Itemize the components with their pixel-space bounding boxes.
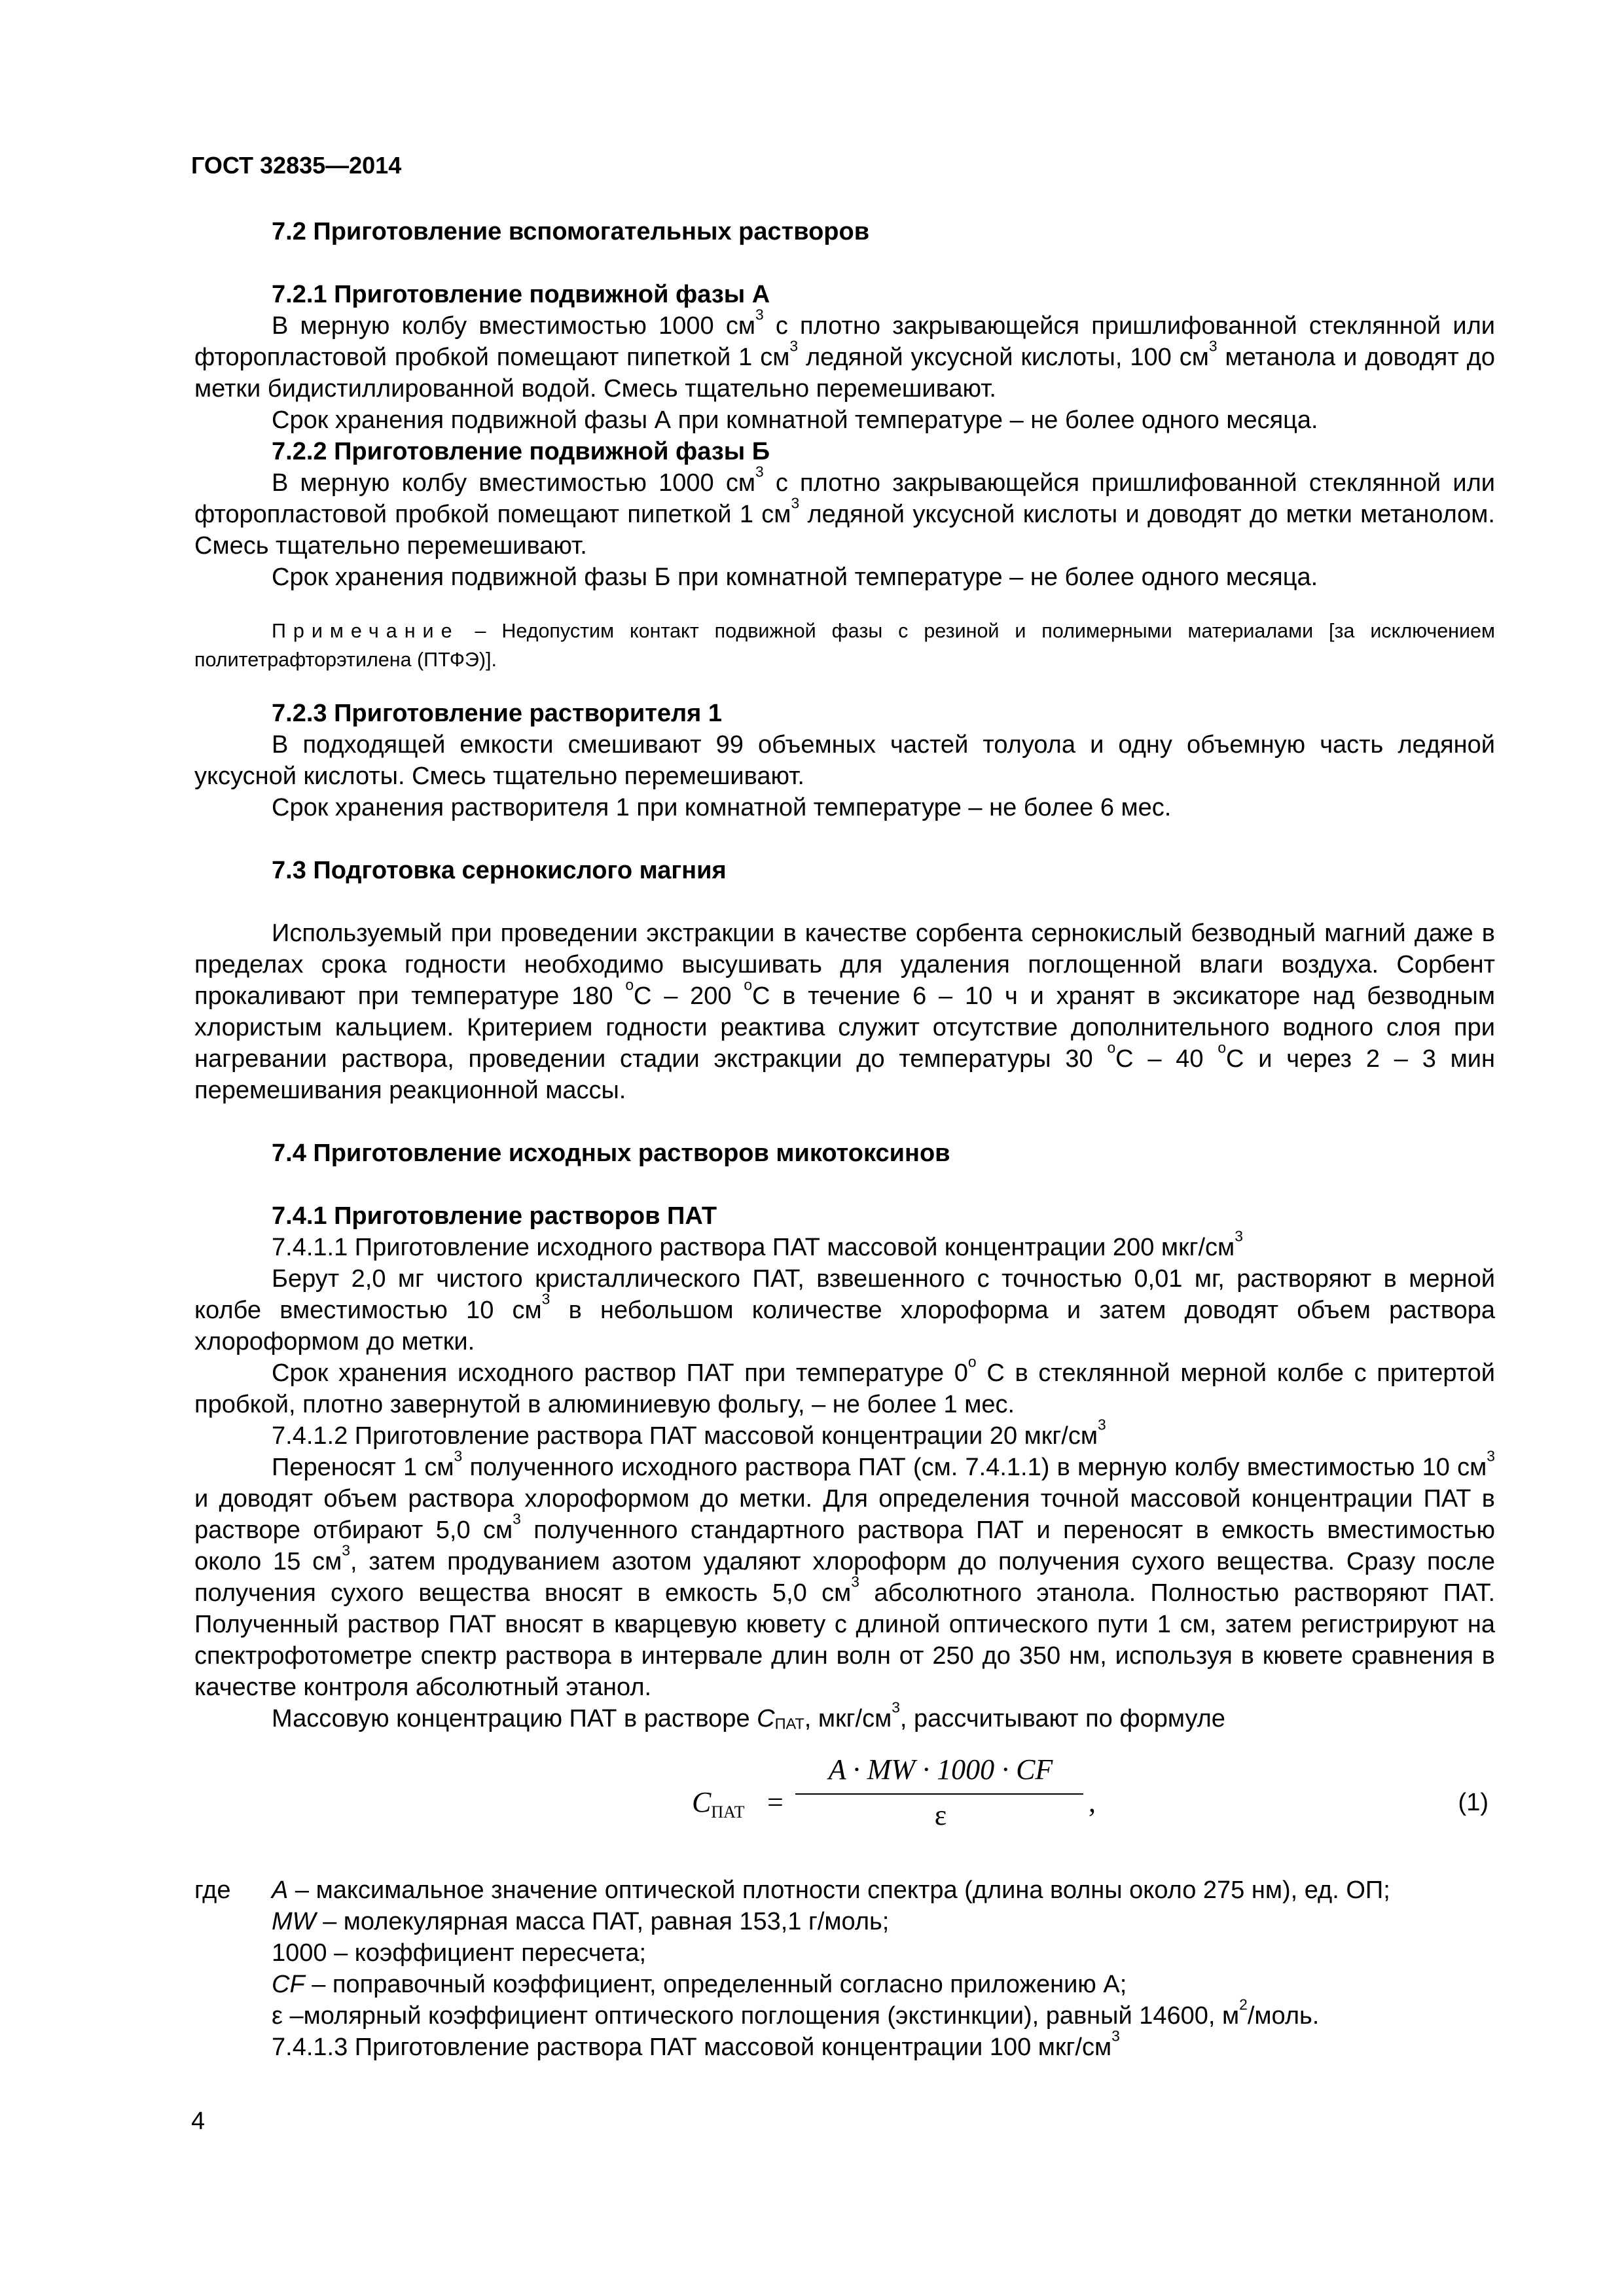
- section-7-4-1-1-title: 7.4.1.1 Приготовление исходного раствора ПАТ массовой концентрации 200 мкг/$см^3$: [272, 1227, 1243, 1261]
- note-text: – Недопустим контакт подвижной фазы с резиной и полимерными материалами [за исключением политетрафторэтилена (ПТФЭ)].: [194, 620, 1495, 671]
- section-7-2-2-paragraph-1: В мерную колбу вместимостью 1000 $см^3$ с плотно закрывающейся пришлифованной стеклянной или фторопластовой пробкой помещают пипеткой 1 $см^3$ ледяной уксусной кислоты и доводят до метки метанолом. Смесь тщательно перемешивают.: [194, 463, 1495, 560]
- section-7-2-3-paragraph-2: Срок хранения растворителя 1 при комнатной температуре – не более 6 мес.: [272, 794, 1172, 821]
- formula-number: (1): [1458, 1789, 1489, 1816]
- formula-lhs: $C_{ПАТ}$: [692, 1786, 745, 1822]
- section-7-2-3-title: 7.2.3 Приготовление растворителя 1: [272, 700, 722, 727]
- section-7-4-1-1-paragraph-2: Срок хранения исходного раствор ПАТ при температуре $0^о$ С в стеклянной мерной колбе с притертой пробкой, плотно завернутой в алюминиевую фольгу, – не более 1 мес.: [194, 1353, 1495, 1418]
- section-7-4-1-2-title: 7.4.1.2 Приготовление раствора ПАТ массовой концентрации 20 мкг/$см^3$: [272, 1416, 1106, 1450]
- section-7-2-title: 7.2 Приготовление вспомогательных растворов: [272, 218, 870, 245]
- where-item-1000: 1000 – коэффициент пересчета;: [272, 1939, 647, 1967]
- where-label: где: [194, 1876, 231, 1904]
- section-7-4-title: 7.4 Приготовление исходных растворов микотоксинов: [272, 1139, 950, 1167]
- document-header: ГОСТ 32835—2014: [191, 152, 402, 179]
- where-item-mw: MW – молекулярная масса ПАТ, равная 153,1 г/моль;: [272, 1908, 890, 1935]
- section-7-3-title: 7.3 Подготовка сернокислого магния: [272, 857, 727, 884]
- page-number: 4: [191, 2108, 206, 2135]
- formula-fraction-bar: [795, 1793, 1083, 1795]
- section-7-4-1-2-paragraph-2: Массовую концентрацию ПАТ в растворе $C_{ПАТ}$, мкг/$см^3$, рассчитывают по формуле: [272, 1698, 1225, 1732]
- note: [194, 617, 1495, 674]
- where-item-epsilon: ε –молярный коэффициент оптического поглощения (экстинкции), равный 14600, $м^2$/моль.: [272, 1996, 1320, 2030]
- section-7-4-1-3-title: 7.4.1.3 Приготовление раствора ПАТ массовой концентрации 100 мкг/$см^3$: [272, 2027, 1120, 2061]
- section-7-4-1-1-paragraph-1: Берут 2,0 мг чистого кристаллического ПАТ, взвешенного с точностью 0,01 мг, растворяют в мерной колбе вместимостью 10 $см^3$ в небольшом количестве хлороформа и затем доводят объем раствора хлороформом до метки.: [194, 1265, 1495, 1355]
- section-7-2-3-paragraph-1: В подходящей емкости смешивают 99 объемных частей толуола и одну объемную часть ледяной уксусной кислоты. Смесь тщательно перемешивают.: [194, 731, 1495, 790]
- section-7-2-2-title: 7.2.2 Приготовление подвижной фазы Б: [272, 438, 770, 465]
- where-item-a: A – максимальное значение оптической плотности спектра (длина волны около 275 нм), ед. ОП;: [272, 1876, 1390, 1904]
- section-7-4-1-2-paragraph-1: Переносят 1 $см^3$ полученного исходного раствора ПАТ (см. 7.4.1.1) в мерную колбу вместимостью 10 $см^3$ и доводят объем раствора хлороформом до метки. Для определения точной массовой концентрации ПАТ в растворе отбирают 5,0 $см^3$ полученного стандартного раствора ПАТ и переносят в емкость вместимостью около 15 $см^3$, затем продуванием азотом удаляют хлороформ до получения сухого вещества. Сразу после получения сухого вещества вносят в емкость 5,0 $см^3$ абсолютного этанола. Полностью растворяют ПАТ. Полученный раствор ПАТ вносят в кварцевую кювету с длиной оптического пути 1 см, затем регистрируют на спектрофотометре спектр раствора в интервале длин волн от 250 до 350 нм, используя в кювете сравнения в качестве контроля абсолютный этанол.: [194, 1447, 1496, 1701]
- formula-numerator: A · MW · 1000 · CF: [828, 1753, 1053, 1785]
- section-7-3-paragraph: Используемый при проведении экстракции в качестве сорбента сернокислый безводный магний даже в пределах срока годности необходимо высушивать для удаления поглощенной влаги воздуха. Сорбент прокаливают при температуре 180 $^о$С – 200 $^о$С в течение 6 – 10 ч и хранят в эксикаторе над безводным хлористым кальцием. Критерием годности реактива служит отсутствие дополнительного водного слоя при нагревании раствора, проведении стадии экстракции до температуры 30 $^о$С – 40 $^о$С и через 2 – 3 мин перемешивания реакционной массы.: [194, 920, 1495, 1104]
- formula-1: [194, 1754, 1495, 1859]
- where-item-cf: CF – поправочный коэффициент, определенный согласно приложению А;: [272, 1971, 1127, 1998]
- section-7-2-1-paragraph-1: В мерную колбу вместимостью 1000 $см^3$ с плотно закрывающейся пришлифованной стеклянной или фторопластовой пробкой помещают пипеткой 1 $см^3$ ледяной уксусной кислоты, 100 $см^3$ метанола и доводят до метки бидистиллированной водой. Смесь тщательно перемешивают.: [194, 306, 1495, 403]
- formula-comma: ,: [1089, 1786, 1096, 1818]
- section-7-4-1-title: 7.4.1 Приготовление растворов ПАТ: [272, 1202, 717, 1230]
- where-list: [194, 1874, 1495, 2032]
- note-label: Примечание: [272, 620, 460, 642]
- formula-denominator: ε: [934, 1799, 947, 1831]
- section-7-2-2-paragraph-2: Срок хранения подвижной фазы Б при комнатной температуре – не более одного месяца.: [272, 564, 1318, 591]
- section-7-2-1-paragraph-2: Срок хранения подвижной фазы А при комнатной температуре – не более одного месяца.: [272, 406, 1318, 434]
- formula-equals: =: [767, 1786, 784, 1818]
- section-7-2-1-title: 7.2.1 Приготовление подвижной фазы А: [272, 281, 770, 308]
- page-content: [194, 216, 1495, 2063]
